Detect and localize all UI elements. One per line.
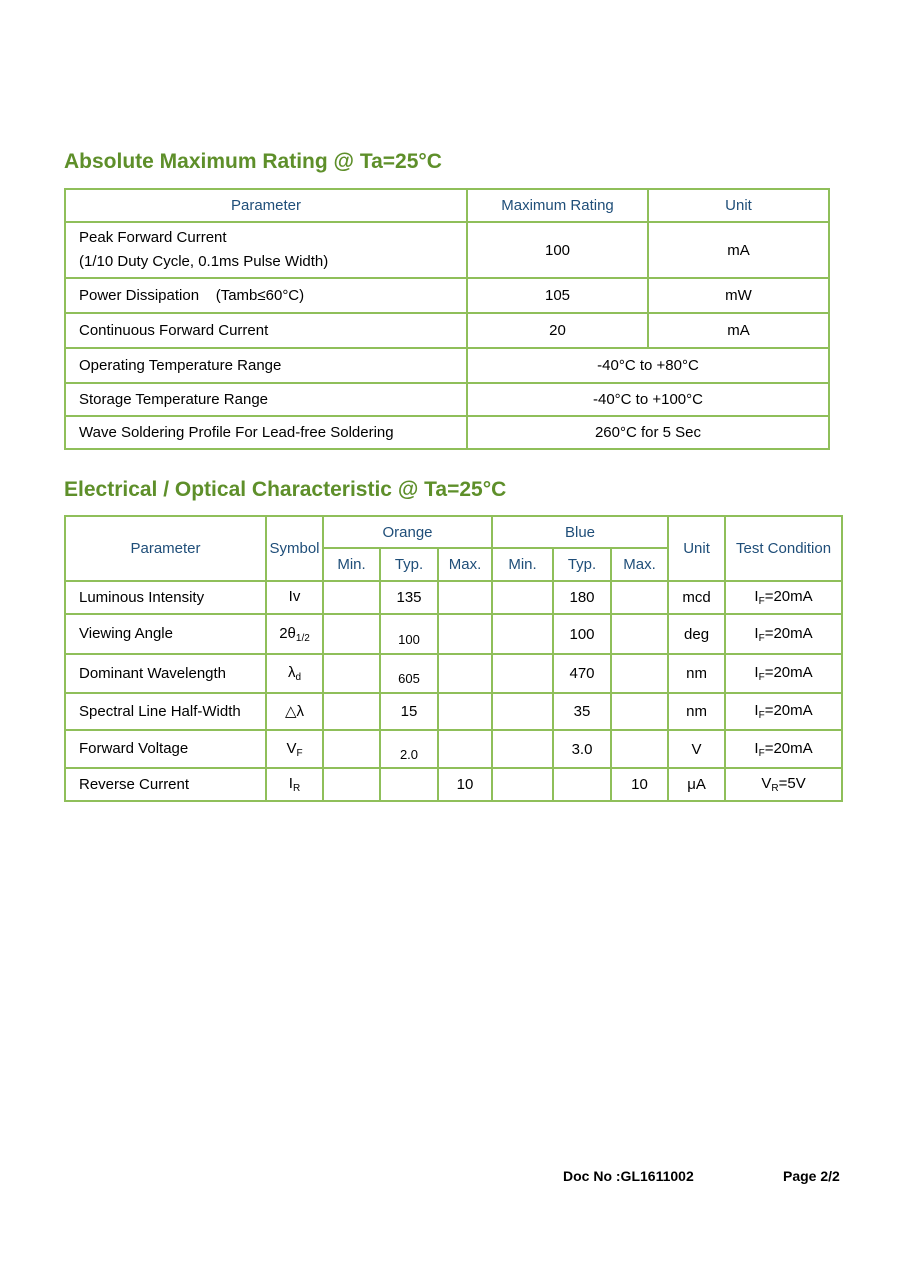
orange-typ-value: 100 xyxy=(398,631,420,647)
param-cell: Wave Soldering Profile For Lead-free Soldering xyxy=(65,416,467,449)
blue-typ-cell: 35 xyxy=(553,693,611,730)
blue-typ-cell: 100 xyxy=(553,614,611,654)
table-row xyxy=(65,693,842,730)
condition-main: V xyxy=(761,775,772,792)
symbol-sub: R xyxy=(292,783,301,794)
condition-sub: F xyxy=(758,632,765,644)
table-row xyxy=(65,278,829,313)
symbol-main: 2θ xyxy=(279,624,296,642)
abs-max-title: Absolute Maximum Rating @ Ta=25°C xyxy=(64,150,442,173)
condition-cell xyxy=(725,581,842,614)
condition-rest: =20mA xyxy=(764,664,813,681)
unit-cell: V xyxy=(668,730,725,768)
rating-cell: 100 xyxy=(467,222,648,278)
table-row xyxy=(65,222,829,278)
table-row xyxy=(65,313,829,348)
unit-cell: nm xyxy=(668,654,725,693)
condition-sub: F xyxy=(758,596,765,607)
symbol-cell xyxy=(266,654,323,693)
symbol-cell xyxy=(266,581,323,614)
blue-max-cell xyxy=(611,581,668,614)
orange-typ-value: 2.0 xyxy=(399,746,419,762)
blue-max-cell xyxy=(611,730,668,768)
blue-min-cell xyxy=(492,614,553,654)
header-orange: Orange xyxy=(323,516,492,548)
orange-typ-cell xyxy=(380,654,438,693)
symbol-cell xyxy=(266,614,323,654)
unit-cell: mW xyxy=(648,278,829,313)
param-cell xyxy=(65,222,467,278)
orange-max-cell xyxy=(438,693,492,730)
symbol-sub: d xyxy=(295,672,302,683)
condition-rest: =20mA xyxy=(764,588,813,605)
unit-cell: mA xyxy=(648,222,829,278)
param-cell: Storage Temperature Range xyxy=(65,383,467,416)
header-blue: Blue xyxy=(492,516,668,548)
condition-main: I xyxy=(754,624,759,642)
condition-rest: =20mA xyxy=(764,739,813,757)
orange-min-cell xyxy=(323,693,380,730)
table-row xyxy=(65,730,842,768)
param-cell: Power Dissipation (Tamb≤60°C) xyxy=(65,278,467,313)
header-orange-typ: Typ. xyxy=(380,548,438,581)
param-line2: (1/10 Duty Cycle, 0.1ms Pulse Width) xyxy=(79,253,329,270)
header-symbol: Symbol xyxy=(266,516,323,581)
orange-min-cell xyxy=(323,768,380,801)
orange-typ-cell: 15 xyxy=(380,693,438,730)
orange-min-cell xyxy=(323,614,380,654)
orange-min-cell xyxy=(323,581,380,614)
header-orange-max: Max. xyxy=(438,548,492,581)
orange-max-cell xyxy=(438,581,492,614)
condition-main: I xyxy=(754,702,759,719)
abs-max-header-row xyxy=(65,189,829,222)
symbol-sub: 1/2 xyxy=(295,632,310,644)
header-parameter: Parameter xyxy=(65,189,467,222)
blue-max-cell: 10 xyxy=(611,768,668,801)
header-max-rating: Maximum Rating xyxy=(467,189,648,222)
orange-max-cell xyxy=(438,614,492,654)
symbol-main: △λ xyxy=(284,702,305,720)
symbol-cell xyxy=(266,730,323,768)
header-blue-max: Max. xyxy=(611,548,668,581)
header-blue-typ: Typ. xyxy=(553,548,611,581)
rating-cell: 260°C for 5 Sec xyxy=(467,416,829,449)
symbol-cell xyxy=(266,693,323,730)
blue-max-cell xyxy=(611,693,668,730)
orange-typ-cell xyxy=(380,768,438,801)
orange-max-cell xyxy=(438,730,492,768)
blue-max-cell xyxy=(611,614,668,654)
param-cell: Operating Temperature Range xyxy=(65,348,467,383)
blue-min-cell xyxy=(492,693,553,730)
header-unit: Unit xyxy=(648,189,829,222)
param-cell: Dominant Wavelength xyxy=(65,654,266,693)
condition-cell xyxy=(725,654,842,693)
blue-typ-cell: 470 xyxy=(553,654,611,693)
blue-min-cell xyxy=(492,730,553,768)
blue-min-cell xyxy=(492,581,553,614)
symbol-sub: F xyxy=(296,747,303,759)
param-cell: Spectral Line Half-Width xyxy=(65,693,266,730)
blue-typ-cell: 3.0 xyxy=(553,730,611,768)
condition-cell xyxy=(725,693,842,730)
rating-cell: -40°C to +80°C xyxy=(467,348,829,383)
header-blue-min: Min. xyxy=(492,548,553,581)
condition-sub: R xyxy=(771,783,779,794)
param-cell: Continuous Forward Current xyxy=(65,313,467,348)
unit-cell: nm xyxy=(668,693,725,730)
table-row xyxy=(65,581,842,614)
symbol-main: I xyxy=(288,775,293,792)
orange-typ-cell xyxy=(380,614,438,654)
table-row xyxy=(65,768,842,801)
header-test-condition: Test Condition xyxy=(725,516,842,581)
param-cell: Luminous Intensity xyxy=(65,581,266,614)
blue-max-cell xyxy=(611,654,668,693)
orange-max-cell: 10 xyxy=(438,768,492,801)
blue-typ-cell: 180 xyxy=(553,581,611,614)
symbol-cell xyxy=(266,768,323,801)
blue-min-cell xyxy=(492,768,553,801)
electrical-header-row xyxy=(65,516,842,548)
table-row xyxy=(65,614,842,654)
header-unit: Unit xyxy=(668,516,725,581)
header-orange-min: Min. xyxy=(323,548,380,581)
unit-cell: mcd xyxy=(668,581,725,614)
symbol-main: Iv xyxy=(288,588,301,605)
condition-main: I xyxy=(754,739,759,757)
orange-typ-value: 605 xyxy=(398,671,420,686)
condition-cell xyxy=(725,730,842,768)
param-cell: Reverse Current xyxy=(65,768,266,801)
abs-max-table xyxy=(64,188,830,450)
condition-rest: =20mA xyxy=(764,702,813,719)
param-line1: Peak Forward Current xyxy=(79,229,227,246)
blue-min-cell xyxy=(492,654,553,693)
condition-main: I xyxy=(754,588,759,605)
rating-cell: 20 xyxy=(467,313,648,348)
orange-min-cell xyxy=(323,730,380,768)
electrical-title: Electrical / Optical Characteristic @ Ta=25°C xyxy=(64,478,507,501)
param-cell: Forward Voltage xyxy=(65,730,266,768)
table-row xyxy=(65,654,842,693)
blue-typ-cell xyxy=(553,768,611,801)
orange-typ-cell: 135 xyxy=(380,581,438,614)
orange-max-cell xyxy=(438,654,492,693)
condition-rest: =20mA xyxy=(764,624,813,642)
unit-cell: mA xyxy=(648,313,829,348)
table-row xyxy=(65,348,829,383)
condition-cell xyxy=(725,614,842,654)
condition-rest: =5V xyxy=(778,775,806,792)
symbol-main: V xyxy=(286,739,297,757)
condition-main: I xyxy=(754,664,759,681)
orange-min-cell xyxy=(323,654,380,693)
table-row xyxy=(65,416,829,449)
electrical-table xyxy=(64,515,843,802)
table-row xyxy=(65,383,829,416)
page-number: Page 2/2 xyxy=(783,1168,840,1184)
condition-sub: F xyxy=(758,672,765,683)
doc-number: Doc No :GL1611002 xyxy=(563,1168,694,1184)
condition-sub: F xyxy=(758,710,765,721)
unit-cell: deg xyxy=(668,614,725,654)
rating-cell: 105 xyxy=(467,278,648,313)
param-cell: Viewing Angle xyxy=(65,614,266,654)
unit-cell: μA xyxy=(668,768,725,801)
condition-sub: F xyxy=(758,747,765,759)
symbol-main: λ xyxy=(287,664,296,681)
header-parameter: Parameter xyxy=(65,516,266,581)
orange-typ-cell xyxy=(380,730,438,768)
condition-cell xyxy=(725,768,842,801)
rating-cell: -40°C to +100°C xyxy=(467,383,829,416)
